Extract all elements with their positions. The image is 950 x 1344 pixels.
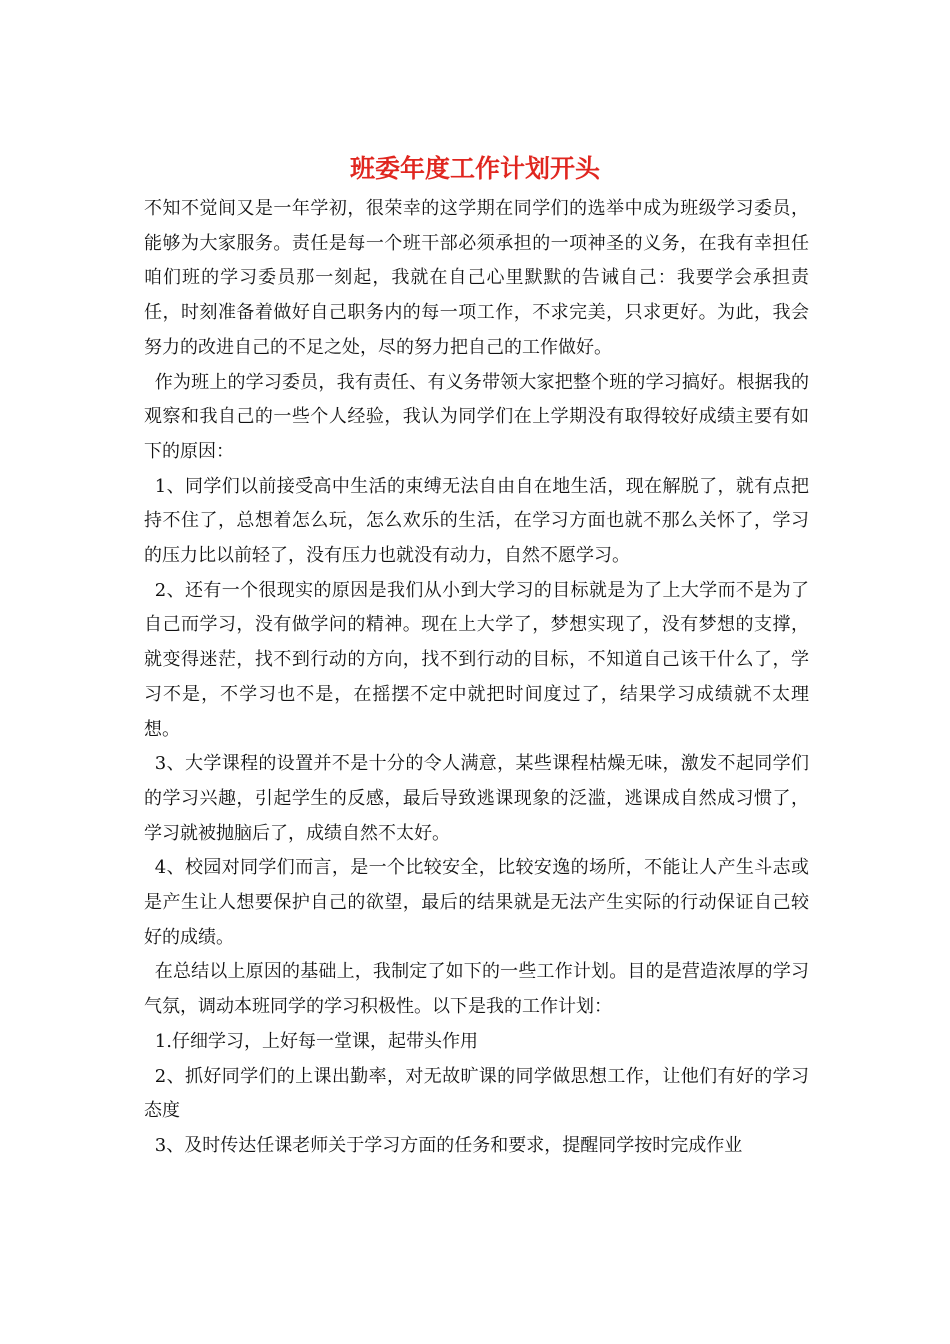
paragraph-plan-intro: 在总结以上原因的基础上，我制定了如下的一些工作计划。目的是营造浓厚的学习气氛，调动本班同学的学习积极性。以下是我的工作计划：	[144, 961, 809, 1018]
paragraph-plan-1: 1.仔细学习，上好每一堂课，起带头作用	[154, 1030, 478, 1052]
paragraph-reason-2: 2、还有一个很现实的原因是我们从小到大学习的目标就是为了上大学而不是为了自己而学习，没有做学问的精神。现在上大学了，梦想实现了，没有梦想的支撑，就变得迷茫，找不到行动的方向，找不到行动的目标，不知道自己该干什么了，学习不是，不学习也不是，在摇摆不定中就把时间度过了，结果学习成绩就不太理想。	[144, 579, 809, 740]
paragraph-intro: 不知不觉间又是一年学初，很荣幸的这学期在同学们的选举中成为班级学习委员，能够为大家服务。责任是每一个班干部必须承担的一项神圣的义务，在我有幸担任咱们班的学习委员那一刻起，我就在自己心里默默的告诫自己：我要学会承担责任，时刻准备着做好自己职务内的每一项工作，不求完美，只求更好。为此，我会努力的改进自己的不足之处，尽的努力把自己的工作做好。	[144, 198, 809, 358]
paragraph-reasons-intro: 作为班上的学习委员，我有责任、有义务带领大家把整个班的学习搞好。根据我的观察和我自己的一些个人经验，我认为同学们在上学期没有取得较好成绩主要有如下的原因：	[144, 371, 809, 462]
document-title: 班委年度工作计划开头	[349, 154, 600, 183]
paragraph-reason-1: 1、同学们以前接受高中生活的束缚无法自由自在地生活，现在解脱了，就有点把持不住了，总想着怎么玩，怎么欢乐的生活，在学习方面也就不那么关怀了，学习的压力比以前轻了，没有压力也就没有动力，自然不愿学习。	[144, 475, 809, 567]
paragraph-plan-3: 3、及时传达任课老师关于学习方面的任务和要求，提醒同学按时完成作业	[154, 1134, 743, 1156]
paragraph-reason-3: 3、大学课程的设置并不是十分的令人满意，某些课程枯燥无味，激发不起同学们的学习兴趣，引起学生的反感，最后导致逃课现象的泛滥，逃课成自然成习惯了，学习就被抛脑后了，成绩自然不太好。	[144, 753, 809, 844]
document-body	[144, 192, 809, 1164]
paragraph-reason-4: 4、校园对同学们而言，是一个比较安全，比较安逸的场所，不能让人产生斗志或是产生让人想要保护自己的欲望，最后的结果就是无法产生实际的行动保证自己较好的成绩。	[144, 857, 809, 948]
paragraph-plan-2: 2、抓好同学们的上课出勤率，对无故旷课的同学做思想工作，让他们有好的学习态度	[144, 1065, 809, 1122]
